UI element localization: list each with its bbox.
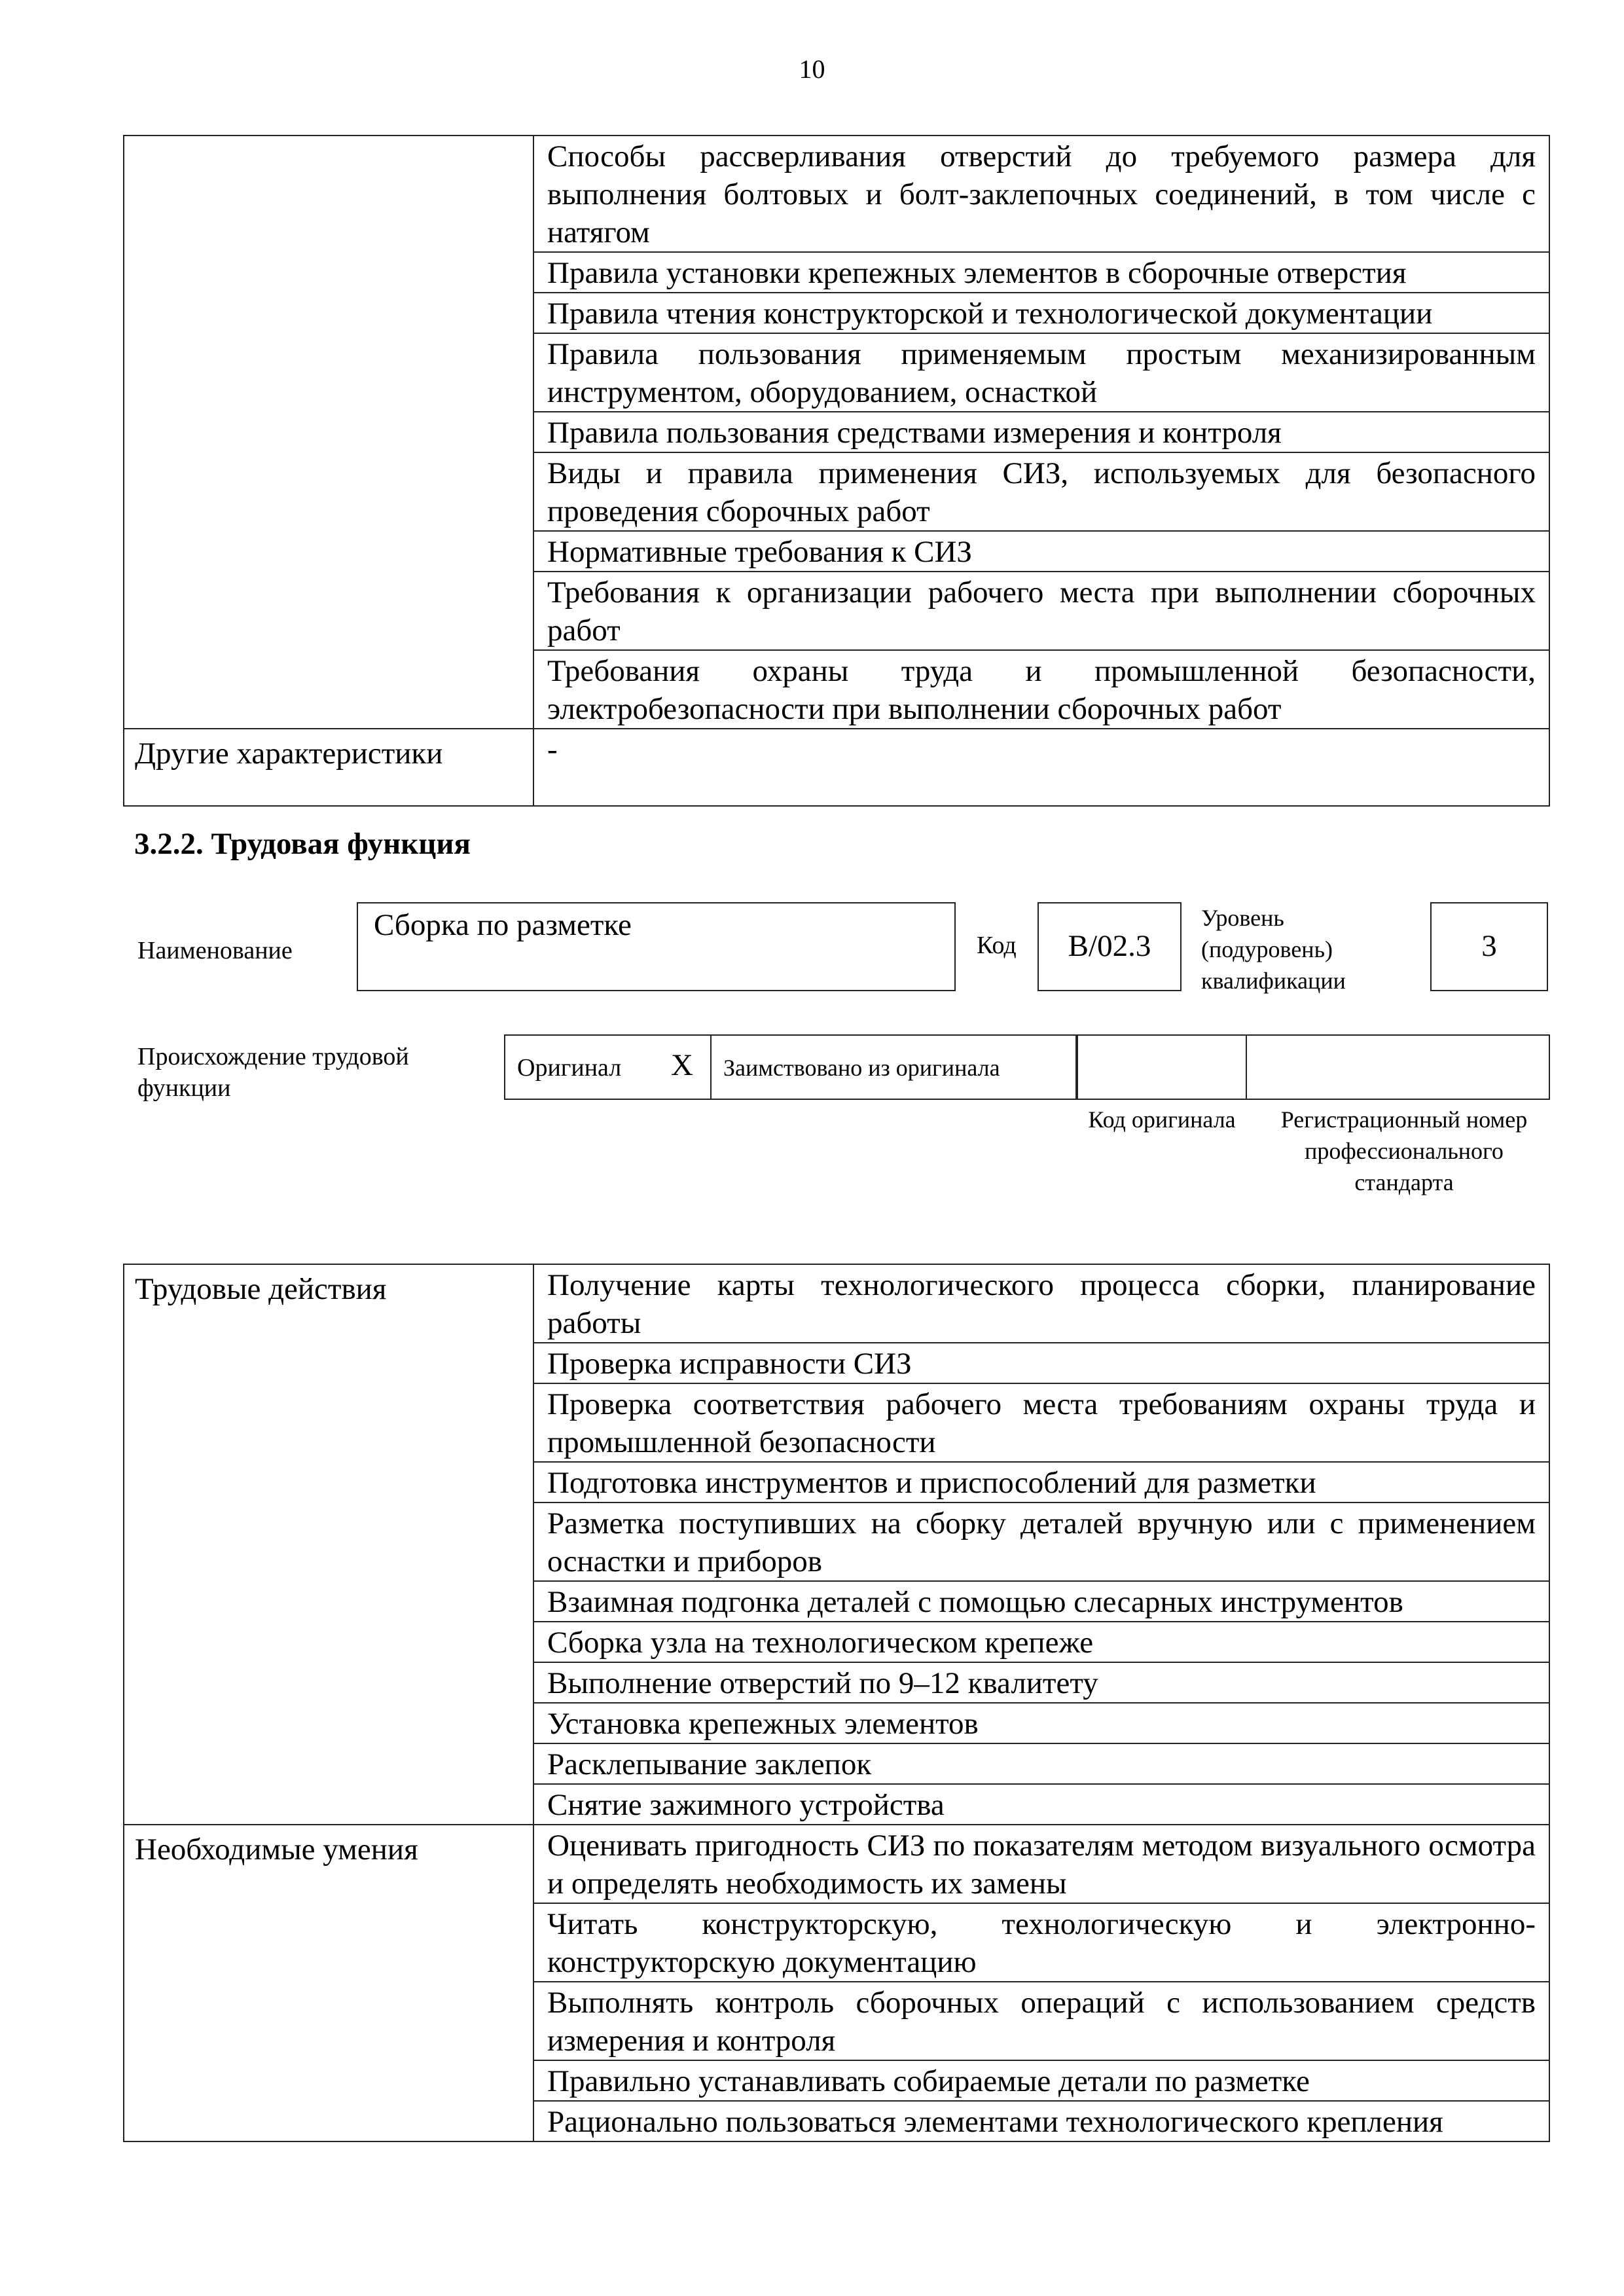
level-box [1430,902,1548,991]
skill-item: Оценивать пригодность СИЗ по показателям методом визуального осмотра и определять необходимость их замены [533,1825,1549,1903]
knowledge-item: Способы рассверливания отверстий до требуемого размера для выполнения болтовых и болт-заклепочных соединений, в том числе с натягом [533,136,1549,252]
knowledge-item: Правила чтения конструкторской и технологической документации [533,293,1549,333]
page-number: 10 [799,54,825,84]
original-mark: X [671,1048,693,1082]
skill-item: Правильно устанавливать собираемые детали по разметке [533,2060,1549,2101]
skill-item: Читать конструкторскую, технологическую и электронно-конструкторскую документацию [533,1903,1549,1982]
name-box [357,902,956,991]
knowledge-item: Требования к организации рабочего места при выполнении сборочных работ [533,572,1549,650]
knowledge-item: Правила пользования применяемым простым механизированным инструментом, оборудованием, оснасткой [533,333,1549,412]
other-characteristics-label: Другие характеристики [124,729,533,806]
action-item: Подготовка инструментов и приспособлений для разметки [533,1462,1549,1503]
name-label: Наименование [137,937,293,964]
action-item: Снятие зажимного устройства [533,1784,1549,1825]
action-item: Выполнение отверстий по 9–12 квалитету [533,1662,1549,1703]
level-label: Уровень (подуровень) квалификации [1201,905,1346,994]
knowledge-item: Правила установки крепежных элементов в сборочные отверстия [533,252,1549,293]
knowledge-table [123,135,1550,807]
origin-code-cell [1077,1034,1247,1100]
skill-item: Рационально пользоваться элементами технологического крепления [533,2101,1549,2141]
name-value: Сборка по разметке [374,908,632,942]
action-item: Установка крепежных элементов [533,1703,1549,1743]
action-item: Взаимная подгонка деталей с помощью слесарных инструментов [533,1581,1549,1622]
actions-skills-table [123,1264,1550,2142]
knowledge-item: Виды и правила применения СИЗ, используемых для безопасного проведения сборочных работ [533,452,1549,531]
action-item: Сборка узла на технологическом крепеже [533,1622,1549,1662]
action-item: Проверка исправности СИЗ [533,1343,1549,1383]
code-label: Код [977,932,1017,959]
level-value: 3 [1481,929,1497,963]
knowledge-item: Требования охраны труда и промышленной безопасности, электробезопасности при выполнении сборочных работ [533,650,1549,729]
knowledge-label-cell [124,136,533,729]
reg-number-caption: Регистрационный номер профессионального стандарта [1280,1106,1528,1195]
section-title: 3.2.2. Трудовая функция [134,827,471,861]
code-value: B/02.3 [1068,929,1151,963]
action-item: Проверка соответствия рабочего места требованиям охраны труда и промышленной безопасности [533,1383,1549,1462]
knowledge-item: Нормативные требования к СИЗ [533,531,1549,572]
borrowed-label: Заимствовано из оригинала [723,1055,1000,1081]
original-label: Оригинал [517,1054,622,1082]
actions-label: Трудовые действия [124,1264,533,1825]
skill-item: Выполнять контроль сборочных операций с использованием средств измерения и контроля [533,1982,1549,2060]
skills-label: Необходимые умения [124,1825,533,2141]
origin-label: Происхождение трудовой функции [137,1043,409,1102]
code-original-caption: Код оригинала [1088,1106,1236,1133]
other-characteristics-value: - [533,729,1549,806]
action-item: Получение карты технологического процесса сборки, планирование работы [533,1264,1549,1343]
action-item: Разметка поступивших на сборку деталей вручную или с применением оснастки и приборов [533,1503,1549,1581]
code-box [1038,902,1182,991]
knowledge-item: Правила пользования средствами измерения и контроля [533,412,1549,452]
action-item: Расклепывание заклепок [533,1743,1549,1784]
